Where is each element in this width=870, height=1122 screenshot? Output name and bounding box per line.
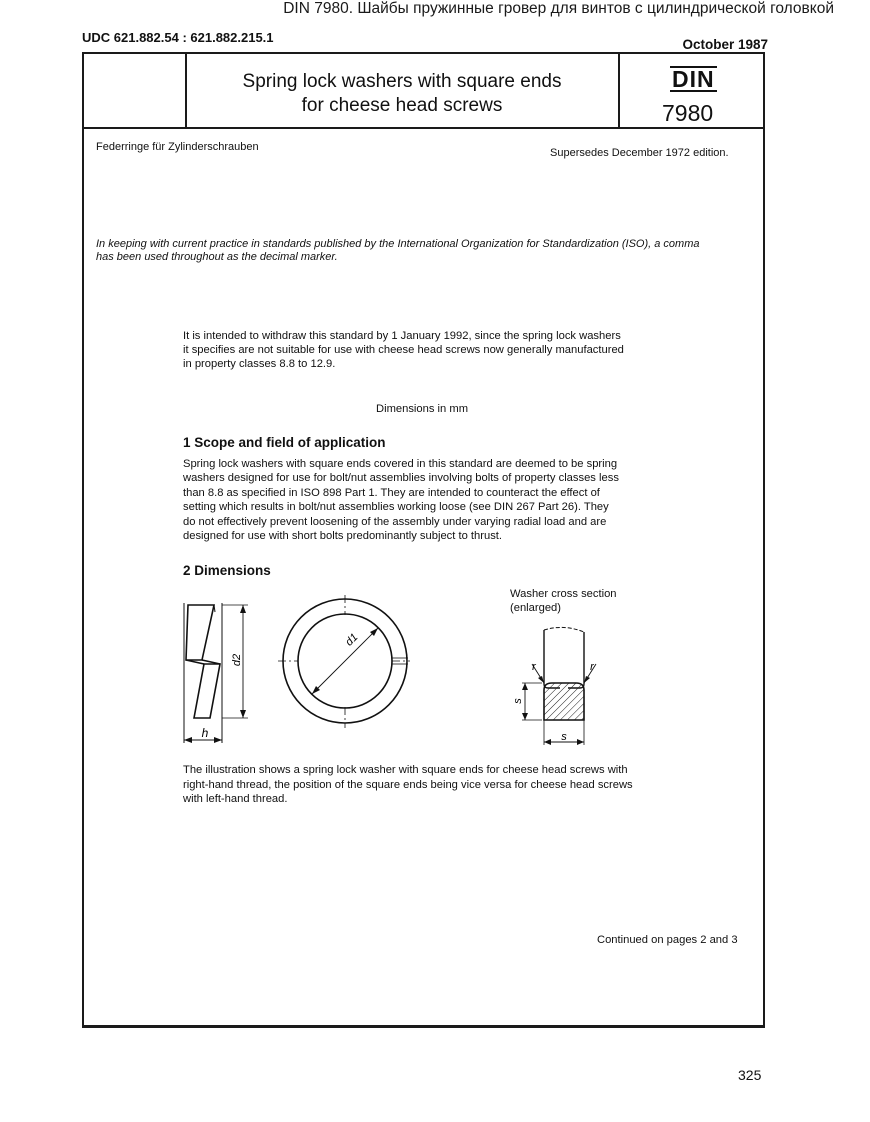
cross-section-title-2: (enlarged) (510, 602, 561, 614)
section-1-line: do not effectively prevent loosening of the assembly under varying radial load and are (183, 516, 607, 528)
supersedes-note: Supersedes December 1972 edition. (550, 147, 729, 159)
section-1-line: Spring lock washers with square ends covered in this standard are deemed to be spring (183, 458, 618, 470)
section-2-heading: 2 Dimensions (183, 563, 271, 578)
label-d2: d2 (231, 653, 243, 667)
udc-code: UDC 621.882.54 : 621.882.215.1 (82, 30, 274, 45)
continued-note: Continued on pages 2 and 3 (597, 934, 738, 946)
section-1-heading: 1 Scope and field of application (183, 435, 386, 450)
iso-note-line-1: In keeping with current practice in standards published by the International Organization for Standardization (ISO), a comma (96, 238, 700, 250)
label-r-right: r (590, 661, 594, 673)
label-s-horizontal: s (561, 731, 567, 743)
washer-cross-section (522, 627, 596, 745)
label-s-vertical: s (512, 698, 524, 704)
din-logo: DIN (672, 66, 715, 92)
withdraw-note-line-3: in property classes 8.8 to 12.9. (183, 358, 336, 370)
illustration-note-line-1: The illustration shows a spring lock washer with square ends for cheese head screws with (183, 764, 628, 776)
title-line-2: for cheese head screws (301, 95, 503, 116)
section-1-line: designed for use with short bolts predominantly subject to thrust. (183, 530, 503, 542)
withdraw-note-line-2: it specifies are not suitable for use with cheese head screws now generally manufactured (183, 344, 624, 356)
illustration-note-line-3: with left-hand thread. (183, 793, 288, 805)
label-h: h (201, 726, 209, 740)
publication-date: October 1987 (682, 37, 768, 52)
iso-note-line-2: has been used throughout as the decimal marker. (96, 251, 338, 263)
section-1-line: than 8.8 as specified in ISO 898 Part 1. They are intended to counteract the effect of (183, 487, 600, 499)
german-title: Federringe für Zylinderschrauben (96, 141, 259, 153)
page-number: 325 (738, 1067, 762, 1083)
washer-side-view (184, 603, 248, 743)
cross-section-title-1: Washer cross section (510, 588, 617, 600)
page-caption: DIN 7980. Шайбы пружинные гровер для винтов с цилиндрической головкой (283, 0, 834, 17)
title-line-1: Spring lock washers with square ends (242, 71, 562, 92)
washer-top-view (278, 595, 410, 728)
label-r-left: r (532, 661, 536, 673)
dimensions-note: Dimensions in mm (376, 403, 469, 415)
section-1-line: setting which results in bolt/nut assemblies working loose (see DIN 267 Part 26). They (183, 501, 609, 513)
withdraw-note-line-1: It is intended to withdraw this standard by 1 January 1992, since the spring lock washers (183, 330, 621, 342)
din-number: 7980 (662, 100, 714, 126)
label-d1: d1 (343, 631, 361, 649)
illustration-note-line-2: right-hand thread, the position of the square ends being vice versa for cheese head screws (183, 779, 633, 791)
section-1-line: washers designed for use for bolt/nut assemblies involving bolts of property classes less (183, 472, 619, 484)
